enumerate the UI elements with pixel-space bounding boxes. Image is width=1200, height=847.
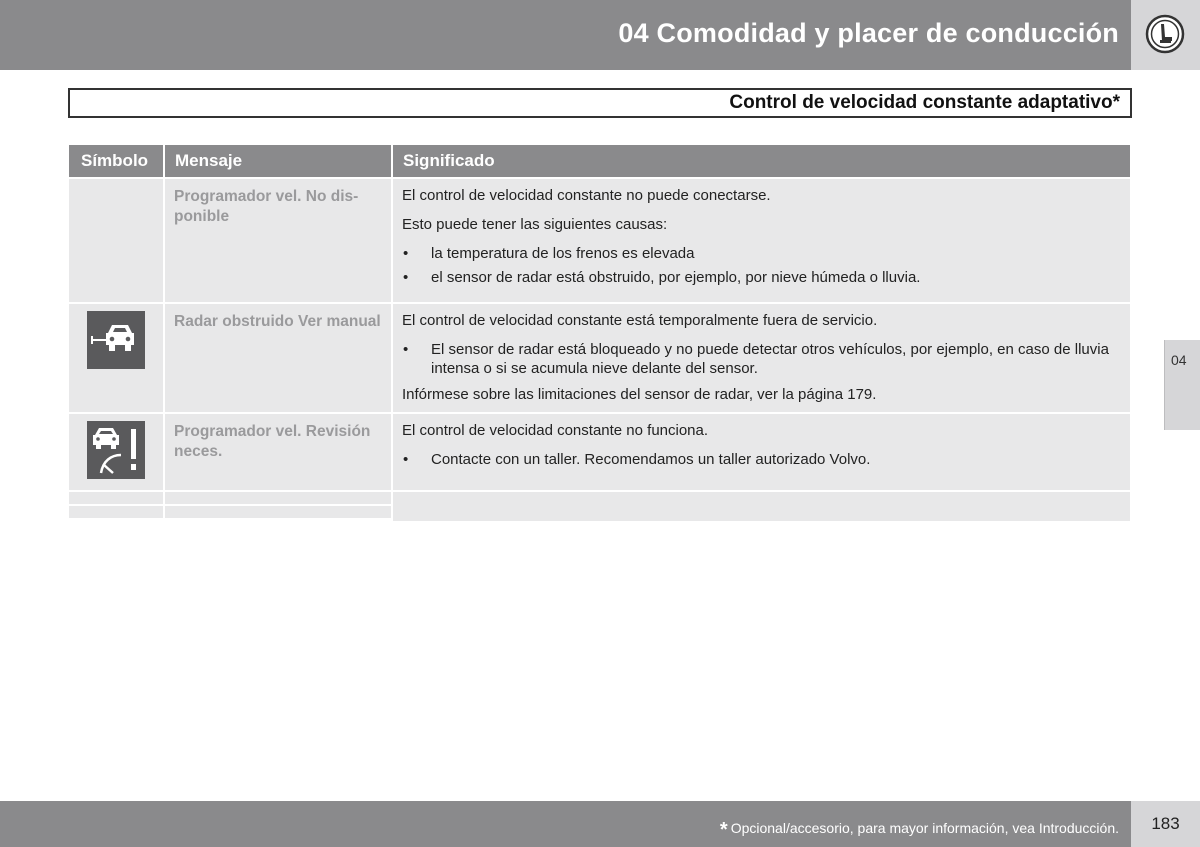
footer-bar	[0, 801, 1131, 847]
section-title-box	[68, 88, 1132, 118]
chapter-title: 04 Comodidad y placer de conducción	[618, 18, 1119, 48]
header-meaning: Significado	[403, 151, 495, 170]
meaning-paragraph: Infórmese sobre las limitaciones del sensor de radar, ver la página 179.	[402, 386, 877, 403]
seat-icon	[1145, 14, 1185, 54]
section-title: Control de velocidad constante adaptativo*	[729, 92, 1120, 113]
chapter-icon-box	[1131, 0, 1200, 70]
table-row	[69, 179, 1130, 302]
chapter-side-tab-label: 04	[1171, 352, 1187, 368]
message-text: Programador vel. No dis-ponible	[174, 188, 359, 225]
bullet-item: • la temperatura de los frenos es elevada	[402, 244, 1124, 263]
footnote-text: Opcional/accesorio, para mayor información, vea Introducción.	[730, 820, 1119, 836]
meaning-bullets	[402, 450, 1124, 469]
messages-table	[69, 145, 1130, 518]
bullet-item: • Contacte con un taller. Recomendamos un taller autorizado Volvo.	[402, 450, 1124, 469]
meaning-paragraph: El control de velocidad constante no funciona.	[402, 422, 709, 439]
meaning-bullets	[402, 340, 1124, 378]
message-text: Programador vel. Revisión neces.	[174, 423, 371, 460]
radar-obstructed-icon	[87, 311, 145, 369]
page-number-box	[1131, 801, 1200, 847]
footnote-star: *	[719, 819, 728, 841]
footnote	[720, 816, 1119, 839]
meaning-cell	[393, 179, 1130, 302]
table-row	[69, 304, 1130, 412]
message-cell	[165, 414, 393, 490]
empty-cell	[393, 492, 1130, 507]
symbol-cell	[69, 304, 165, 412]
meaning-paragraph: El control de velocidad constante está temporalmente fuera de servicio.	[402, 312, 878, 329]
chapter-header	[0, 0, 1131, 70]
message-text: Radar obstruido Ver manual	[174, 313, 381, 330]
cruise-control-warning-icon	[87, 421, 145, 479]
meaning-cell	[393, 414, 1130, 490]
table-row-empty	[69, 506, 1130, 518]
meaning-paragraph: El control de velocidad constante no puede conectarse.	[402, 187, 771, 204]
table-row	[69, 414, 1130, 490]
symbol-cell	[69, 414, 165, 490]
message-cell	[165, 179, 393, 302]
empty-cell	[393, 506, 1130, 521]
symbol-cell	[69, 179, 165, 302]
meaning-cell	[393, 304, 1130, 412]
meaning-bullets	[402, 244, 1124, 287]
bullet-item: • el sensor de radar está obstruido, por ejemplo, por nieve húmeda o lluvia.	[402, 268, 1124, 287]
empty-cell	[165, 506, 393, 518]
message-cell	[165, 304, 393, 412]
table-row-empty	[69, 492, 1130, 504]
empty-cell	[69, 492, 165, 504]
empty-cell	[69, 506, 165, 518]
table-header	[69, 145, 1130, 177]
empty-cell	[165, 492, 393, 504]
page-number: 183	[1151, 814, 1180, 833]
meaning-paragraph: Esto puede tener las siguientes causas:	[402, 216, 668, 233]
header-message: Mensaje	[165, 145, 393, 177]
bullet-item: • El sensor de radar está bloqueado y no puede detectar otros vehículos, por ejemplo, en caso de lluvia intensa o si se acumula nieve delante del sensor.	[402, 340, 1124, 378]
chapter-side-tab	[1164, 340, 1200, 430]
header-symbol: Símbolo	[69, 145, 165, 177]
